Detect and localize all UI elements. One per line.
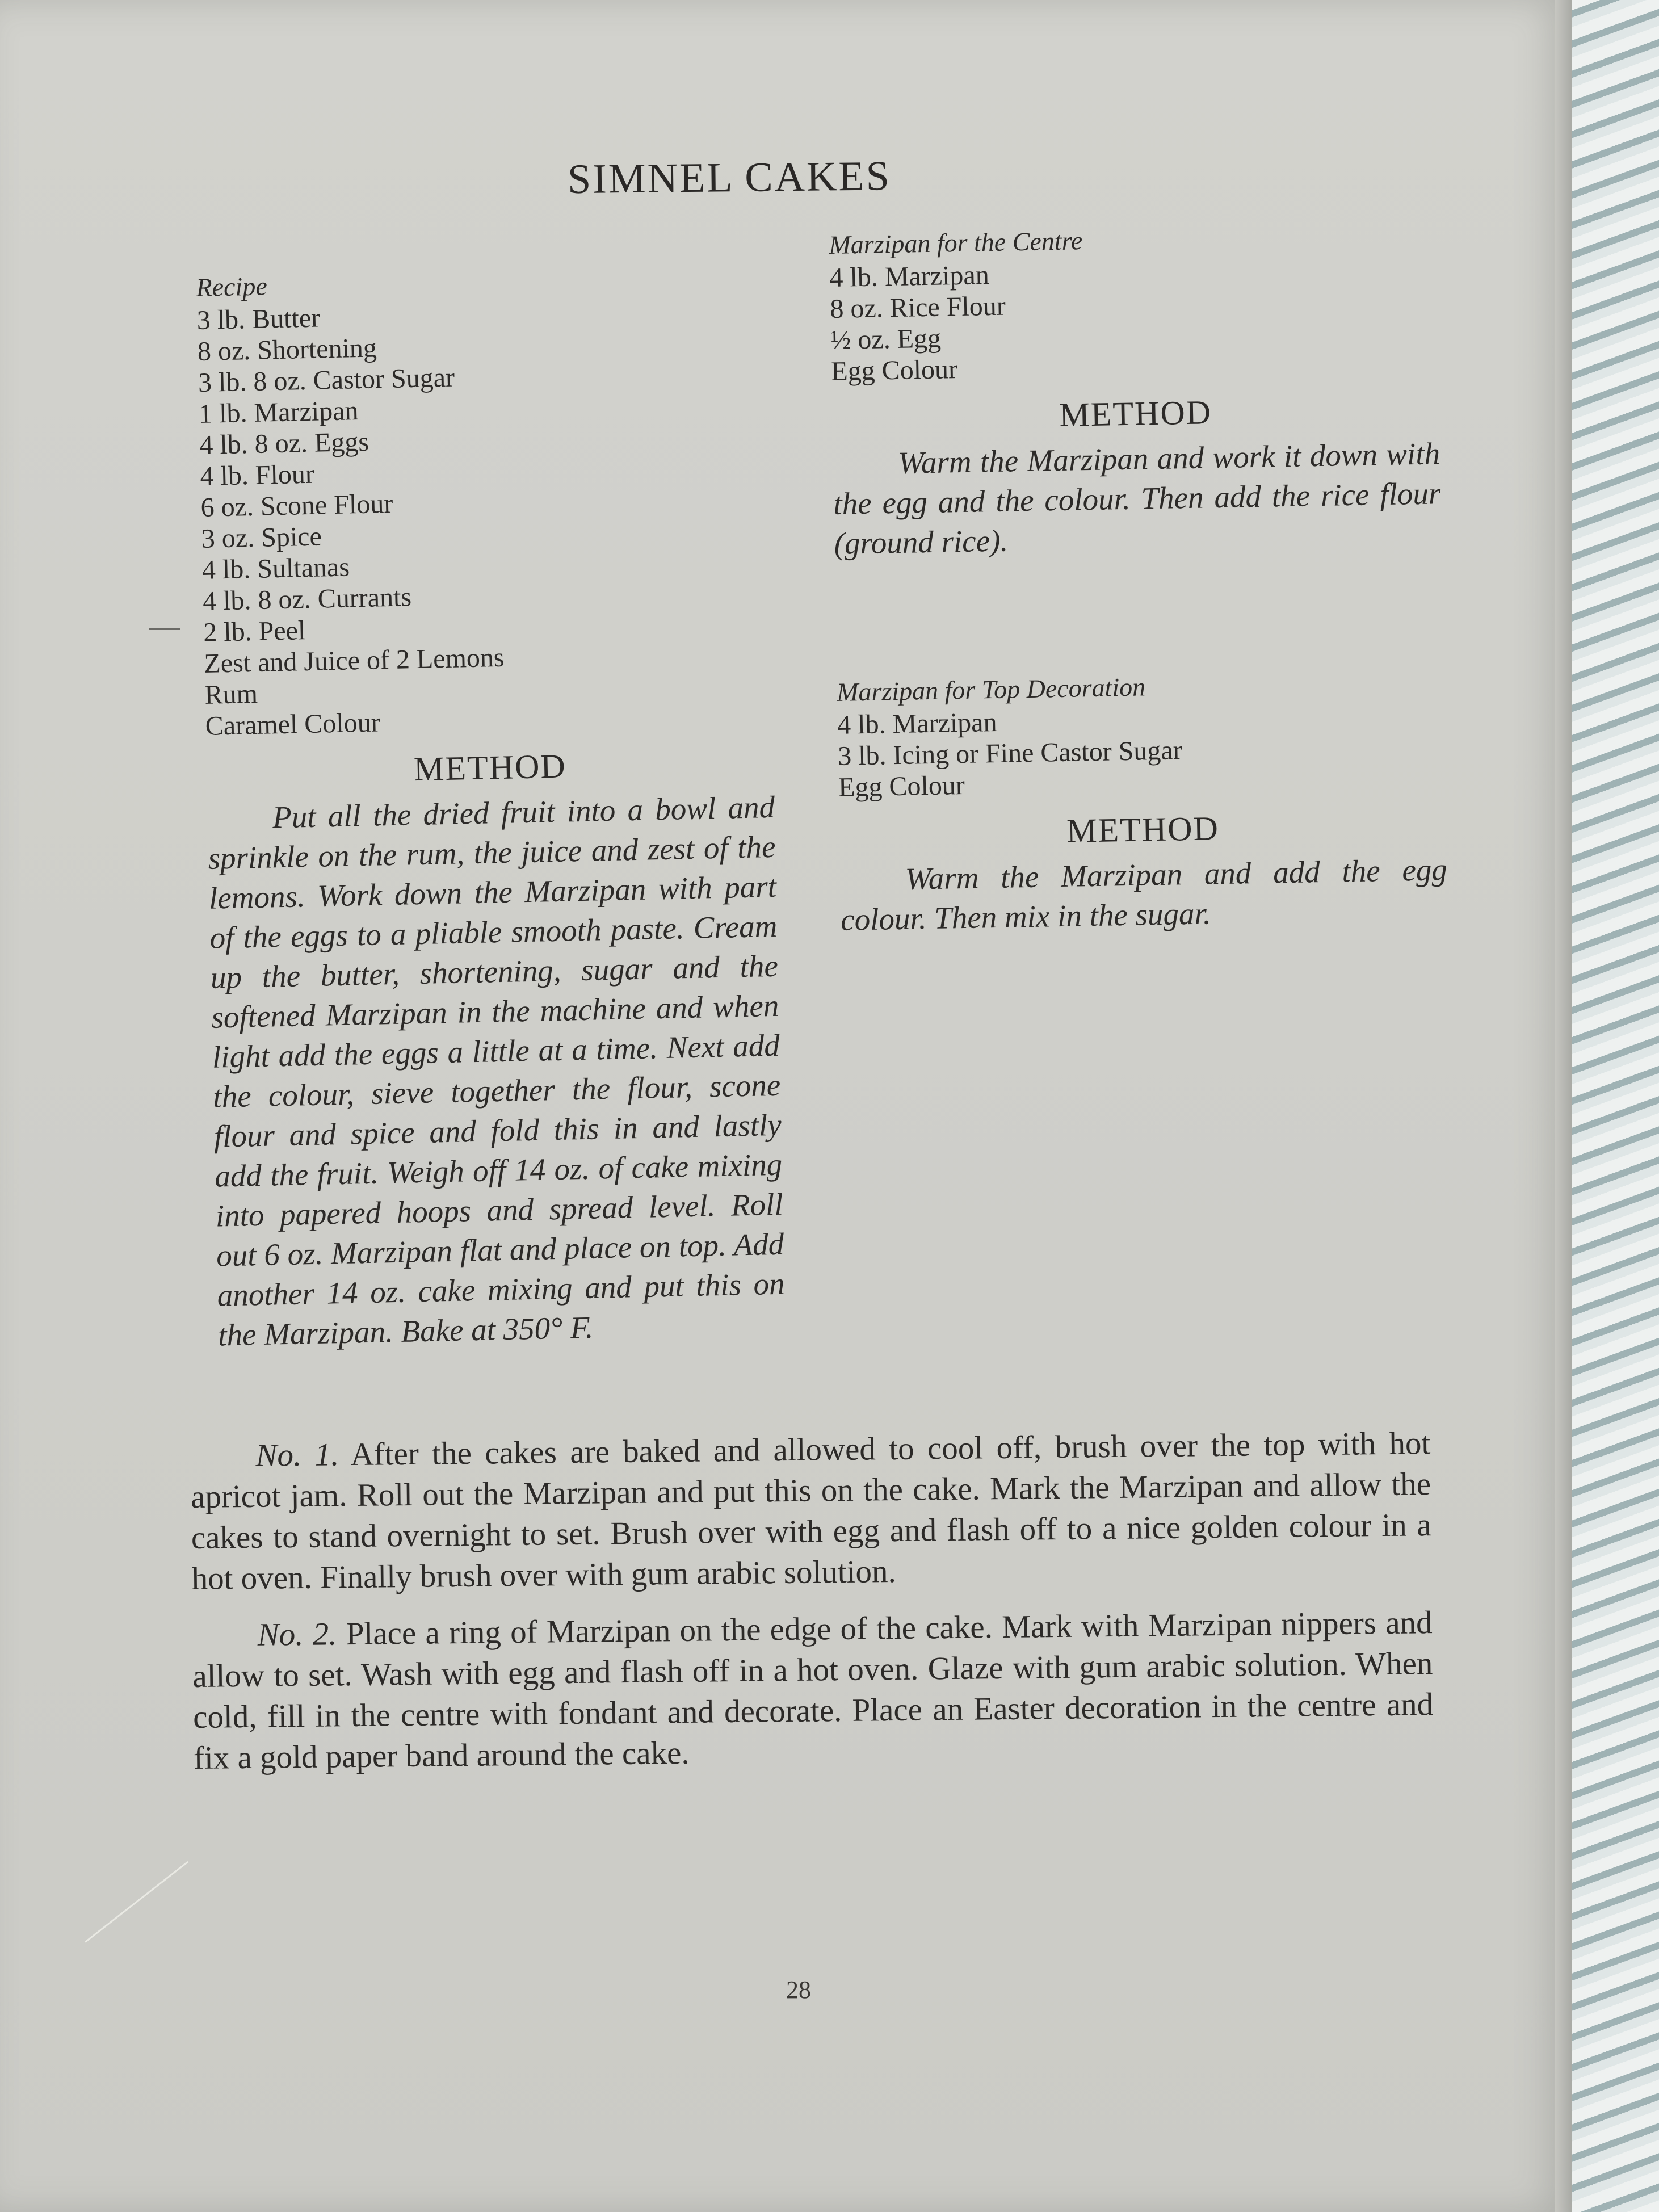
finishing-notes (190, 1423, 1434, 1795)
page-title: SIMNEL CAKES (567, 153, 892, 203)
page-edge (1555, 0, 1572, 2212)
page-number: 28 (786, 1976, 811, 2004)
ingredient-item: Zest and Juice of 2 Lemons (203, 642, 505, 679)
ingredient-item: 1 lb. Marzipan (198, 396, 359, 429)
ingredient-item: 3 oz. Spice (201, 521, 322, 554)
centre-method-heading: METHOD (1059, 393, 1212, 434)
note-label: No. 1. (255, 1437, 339, 1474)
ingredient-item: 8 oz. Shortening (197, 333, 377, 367)
recipe-label: Recipe (196, 271, 268, 302)
top-marzipan-ingredients (837, 699, 1446, 803)
ingredient-item: 4 lb. 8 oz. Eggs (199, 426, 369, 460)
ingredient-item: 4 lb. Flour (199, 459, 315, 492)
ingredient-item: Egg Colour (838, 770, 965, 803)
ingredient-item: 4 lb. Marzipan (837, 707, 997, 740)
top-marzipan-label: Marzipan for Top Decoration (836, 672, 1146, 707)
ingredient-item: 3 lb. Icing or Fine Castor Sugar (837, 735, 1183, 771)
page-crease (85, 1861, 188, 1943)
marzipan-column (829, 219, 1448, 939)
top-method-heading: METHOD (1066, 809, 1220, 850)
fabric-background (1564, 0, 1659, 2212)
ingredient-item: 8 oz. Rice Flour (829, 291, 1006, 324)
ingredient-item: 3 lb. Butter (196, 303, 321, 335)
recipe-method-text: Put all the dried fruit into a bowl and sprinkle on the rum, the juice and zest of the lemons. Work down the Marzipan with part of the eggs to a pliable smooth paste. Cream up the butter, shortening, sugar and the softened Marzipan in the machine and when light add the eggs a little at a time. Next add the colour, sieve together the flour, scone flour and spice and fold this in and lastly add the fruit. Weigh off 14 oz. of cake mixing into papered hoops and spread level. Roll out 6 oz. Marzipan flat and place on top. Add another 14 oz. cake mixing and put this on the Marzipan. Bake at 350° F. (207, 789, 786, 1353)
margin-mark (149, 628, 180, 630)
recipe-method-heading: METHOD (413, 747, 567, 788)
centre-marzipan-label: Marzipan for the Centre (829, 226, 1083, 259)
note-paragraph (192, 1602, 1434, 1779)
ingredient-item: 4 lb. Marzipan (829, 260, 990, 293)
recipe-column (196, 261, 786, 1355)
ingredient-item: Rum (204, 678, 258, 710)
ingredient-item: 3 lb. 8 oz. Castor Sugar (198, 362, 455, 398)
centre-marzipan-ingredients (829, 251, 1439, 387)
centre-method-text: Warm the Marzipan and work it down with the egg and the colour. Then add the rice flour (ground rice). (833, 436, 1441, 561)
ingredient-item: 6 oz. Scone Flour (200, 488, 393, 523)
ingredient-item: Egg Colour (830, 354, 958, 387)
recipe-ingredients (196, 293, 773, 742)
note-label: No. 2. (257, 1616, 337, 1653)
ingredient-item: 4 lb. Sultanas (201, 552, 350, 585)
ingredient-item: Caramel Colour (205, 707, 381, 741)
column-gap (834, 553, 1443, 677)
note-paragraph (190, 1423, 1432, 1600)
ingredient-item: ½ oz. Egg (830, 323, 942, 355)
ingredient-item: 4 lb. 8 oz. Currants (202, 582, 412, 616)
ingredient-item: 2 lb. Peel (203, 615, 306, 648)
note-text: After the cakes are baked and allowed to cool off, brush over the top with hot apricot jam. Roll out the Marzipan and put this on the cake. Mark the Marzipan and allow the cakes to stand overnight to set. Brush over with egg and flash off to a nice golden colour in a hot oven. Finally brush over with gum arabic solution. (190, 1425, 1432, 1597)
top-method-text: Warm the Marzipan and add the egg colour. Then mix in the sugar. (840, 852, 1448, 937)
note-text: Place a ring of Marzipan on the edge of the cake. Mark with Marzipan nippers and allow to set. Wash with egg and flash off in a hot oven. Glaze with gum arabic solution. When cold, fill in the centre with fondant and decorate. Place an Easter decoration in the centre and fix a gold paper band around the cake. (192, 1605, 1434, 1776)
